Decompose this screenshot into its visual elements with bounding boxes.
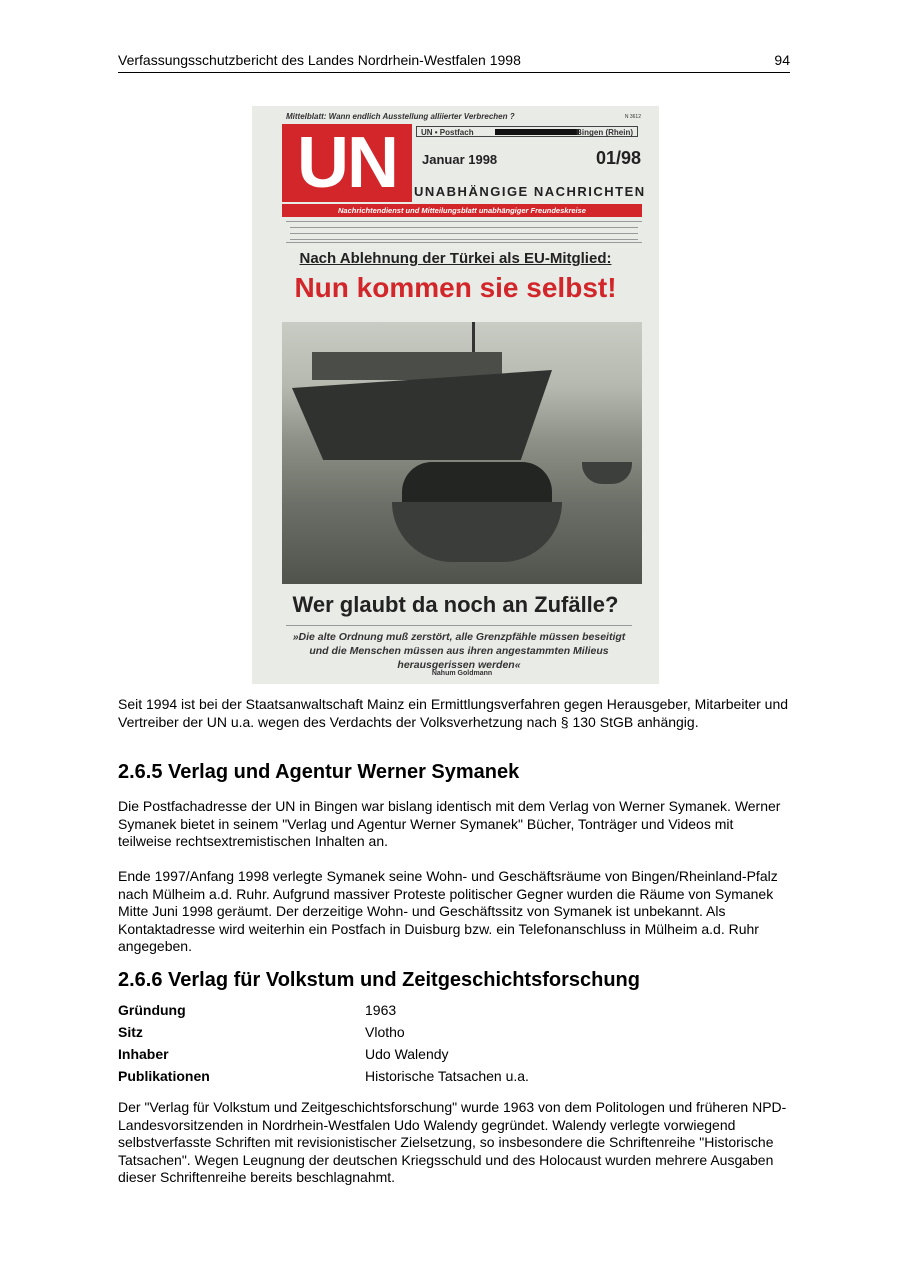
cover-date: Januar 1998 [422, 152, 498, 167]
info-key: Gründung [118, 1002, 186, 1018]
heading-2-6-6: 2.6.6 Verlag für Volkstum und Zeitgeschichtsforschung [118, 969, 640, 991]
report-title: Verfassungsschutzbericht des Landes Nordrhein-Westfalen 1998 [118, 52, 521, 68]
paragraph-symanek-2: Ende 1997/Anfang 1998 verlegte Symanek seine Wohn- und Geschäftsräume von Bingen/Rheinland-Pfalz nach Mülheim a.d. Ruhr. Aufgrund massiver Proteste politischer Gegner wurden die Räume von Symanek Mitte Juni 1998 geräumt. Der derzeitige Wohn- und Geschäftssitz von Symanek ist unbekannt. Als Kontaktadresse wird weiterhin ein Postfach in Duisburg bzw. ein Telefonanschluss in Mülheim a.d. Ruhr angegeben. [118, 868, 778, 954]
cover-masthead: UNABHÄNGIGE NACHRICHTEN [414, 184, 646, 199]
cover-photo-ship [282, 322, 642, 584]
info-value: Historische Tatsachen u.a. [365, 1068, 529, 1084]
heading-2-6-5: 2.6.5 Verlag und Agentur Werner Symanek [118, 761, 520, 783]
publisher-info-table [118, 1002, 790, 1090]
page-number: 94 [774, 52, 790, 68]
paragraph-investigation: Seit 1994 ist bei der Staatsanwaltschaft Mainz ein Ermittlungsverfahren gegen Herausgeber, Mitarbeiter und Vertreiber der UN u.a. wegen des Verdachts der Volksverhetzung nach § 130 StGB anhängig. [118, 696, 789, 730]
info-key: Inhaber [118, 1046, 169, 1062]
cover-headline-small: Nach Ablehnung der Türkei als EU-Mitglied: [299, 250, 612, 267]
un-logo: UN [282, 124, 412, 202]
info-row [118, 1024, 790, 1046]
paragraph-walendy: Der "Verlag für Volkstum und Zeitgeschichtsforschung" wurde 1963 von dem Politologen und früheren NPD-Landesvorsitzenden in Nordrhein-Westfalen Udo Walendy gegründet. Walendy verlegte vorwiegend selbstverfasste Schriften mit revisionistischer Zielsetzung, so insbesondere die Schriftenreihe "Historische Tatsachen". Wegen Leugnung der deutschen Kriegsschuld und des Holocaust wurden mehrere Ausgaben dieser Schriftenreihe bereits beschlagnahmt. [118, 1099, 787, 1185]
cover-headline-bottom: Wer glaubt da noch an Zufälle? [292, 592, 619, 617]
newspaper-cover-image [252, 106, 659, 684]
info-key: Sitz [118, 1024, 143, 1040]
info-row [118, 1002, 790, 1024]
page-header [118, 52, 790, 73]
info-value: Udo Walendy [365, 1046, 449, 1062]
cover-smallprint [286, 221, 642, 243]
info-value: 1963 [365, 1002, 397, 1018]
cover-headline-big: Nun kommen sie selbst! [294, 272, 617, 303]
info-value: Vlotho [365, 1024, 405, 1040]
cover-quote: »Die alte Ordnung muß zerstört, alle Grenzpfähle müssen beseitigt und die Menschen müssen aus ihren angestammten Milieus herausgerissen werden« [286, 625, 632, 684]
paragraph-symanek-1: Die Postfachadresse der UN in Bingen war bislang identisch mit dem Verlag von Werner Symanek. Werner Symanek bietet in seinem "Verlag und Agentur Werner Symanek" Bücher, Tonträger und Videos mit teilweise rechtsextremistischen Inhalten an. [118, 798, 781, 849]
redaction-bar [495, 129, 579, 135]
info-key: Publikationen [118, 1068, 210, 1084]
cover-issue: 01/98 [595, 148, 641, 168]
cover-pobox [416, 126, 638, 137]
pobox-prefix: UN • Postfach [421, 128, 474, 137]
pobox-suffix: Bingen (Rhein) [576, 128, 633, 137]
info-row [118, 1068, 790, 1090]
cover-kicker: Mittelblatt: Wann endlich Ausstellung alliierter Verbrechen ? [286, 112, 515, 121]
cover-issue-code: N 3612 [624, 114, 641, 120]
info-row [118, 1046, 790, 1068]
cover-quote-author: Nahum Goldmann [431, 670, 493, 677]
cover-tagline: Nachrichtendienst und Mitteilungsblatt unabhängiger Freundeskreise [282, 204, 642, 217]
